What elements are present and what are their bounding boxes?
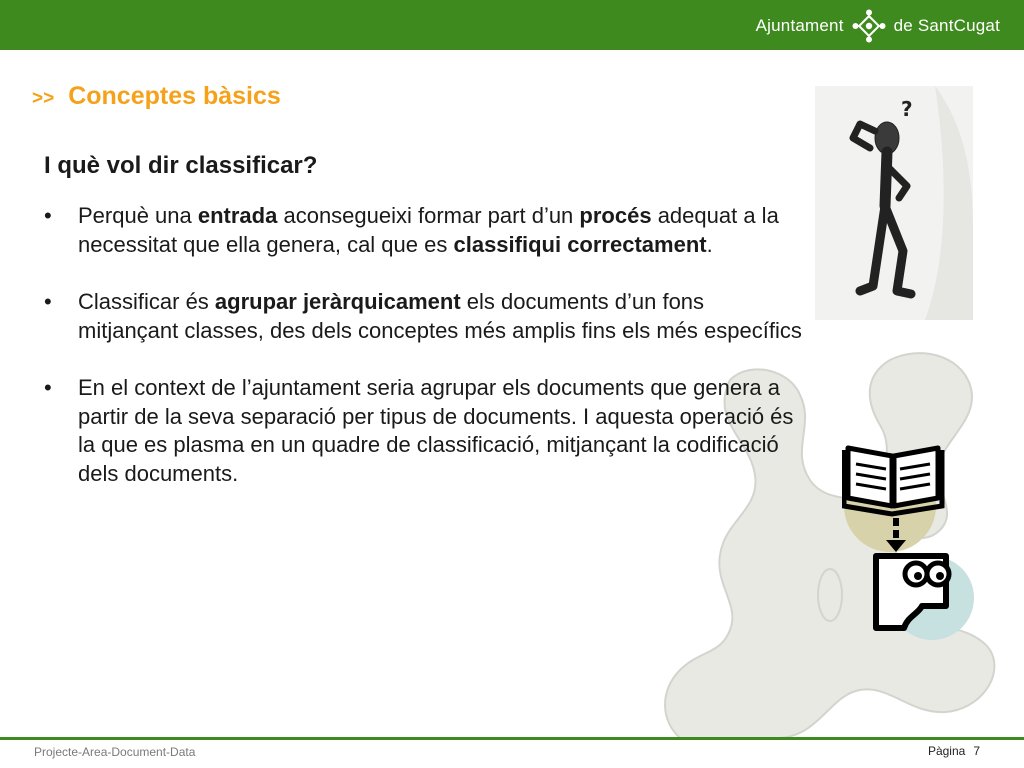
- page-number: 7: [973, 744, 980, 758]
- footer-rule: [0, 737, 1024, 740]
- slide-content: [44, 152, 804, 517]
- section-question: I què vol dir classificar?: [44, 152, 318, 179]
- bullet-marker: •: [44, 375, 52, 400]
- bullet-item-2: [44, 288, 804, 345]
- bullet-text-segment: En el context de l’ajuntament seria agrupar els documents que genera a partir de la seva separació per tipus de documents. I aquesta operació és la que es plasma en un quadre de classificació, mitjançant la codificació dels documents.: [78, 375, 794, 486]
- bullet-text-segment: adequat a la necessitat que ella genera, cal que es: [78, 203, 779, 257]
- bullet-text: [78, 375, 793, 486]
- brand-text-santcugat: de SantCugat: [893, 16, 1000, 35]
- bullet-text-segment: .: [706, 231, 713, 257]
- bullet-marker: •: [44, 203, 52, 228]
- bullet-marker: •: [44, 289, 52, 314]
- footer-page: [928, 744, 980, 758]
- page-label: Pàgina: [927, 744, 966, 758]
- bullet-list: [44, 202, 804, 488]
- bullet-bold-segment: agrupar jeràrquicament: [214, 289, 461, 314]
- bullet-text-segment: Classificar és: [78, 289, 215, 314]
- header-bar: [0, 0, 1024, 50]
- bullet-bold-segment: procés: [579, 203, 652, 228]
- bullet-bold-segment: classifiqui correctament: [453, 231, 707, 257]
- bullet-text-segment: Perquè una: [78, 203, 198, 228]
- bullet-text-segment: els documents d’un fons mitjançant classes, des dels conceptes més amplis fins els més específics: [78, 289, 802, 343]
- santcugat-logo-icon: [852, 9, 886, 43]
- title-chevron: >>: [32, 88, 55, 109]
- brand: [756, 10, 1000, 42]
- bullet-text: [78, 203, 779, 257]
- brand-text-ajuntament: Ajuntament: [755, 16, 844, 35]
- slide-title: Conceptes bàsics: [68, 82, 281, 110]
- bullet-bold-segment: entrada: [197, 203, 278, 228]
- thinking-person-icon: [815, 86, 973, 320]
- bullet-text: [78, 289, 802, 343]
- bullet-item-3: [44, 374, 804, 488]
- book-to-document-icon: [842, 436, 974, 642]
- bullet-text-segment: aconsegueixi formar part d’un: [277, 203, 580, 228]
- svg-text:?: ?: [901, 97, 913, 121]
- bullet-item-1: [44, 202, 804, 259]
- footer-project-name: Projecte-Area-Document-Data: [34, 745, 196, 759]
- slide-title-row: [32, 82, 281, 111]
